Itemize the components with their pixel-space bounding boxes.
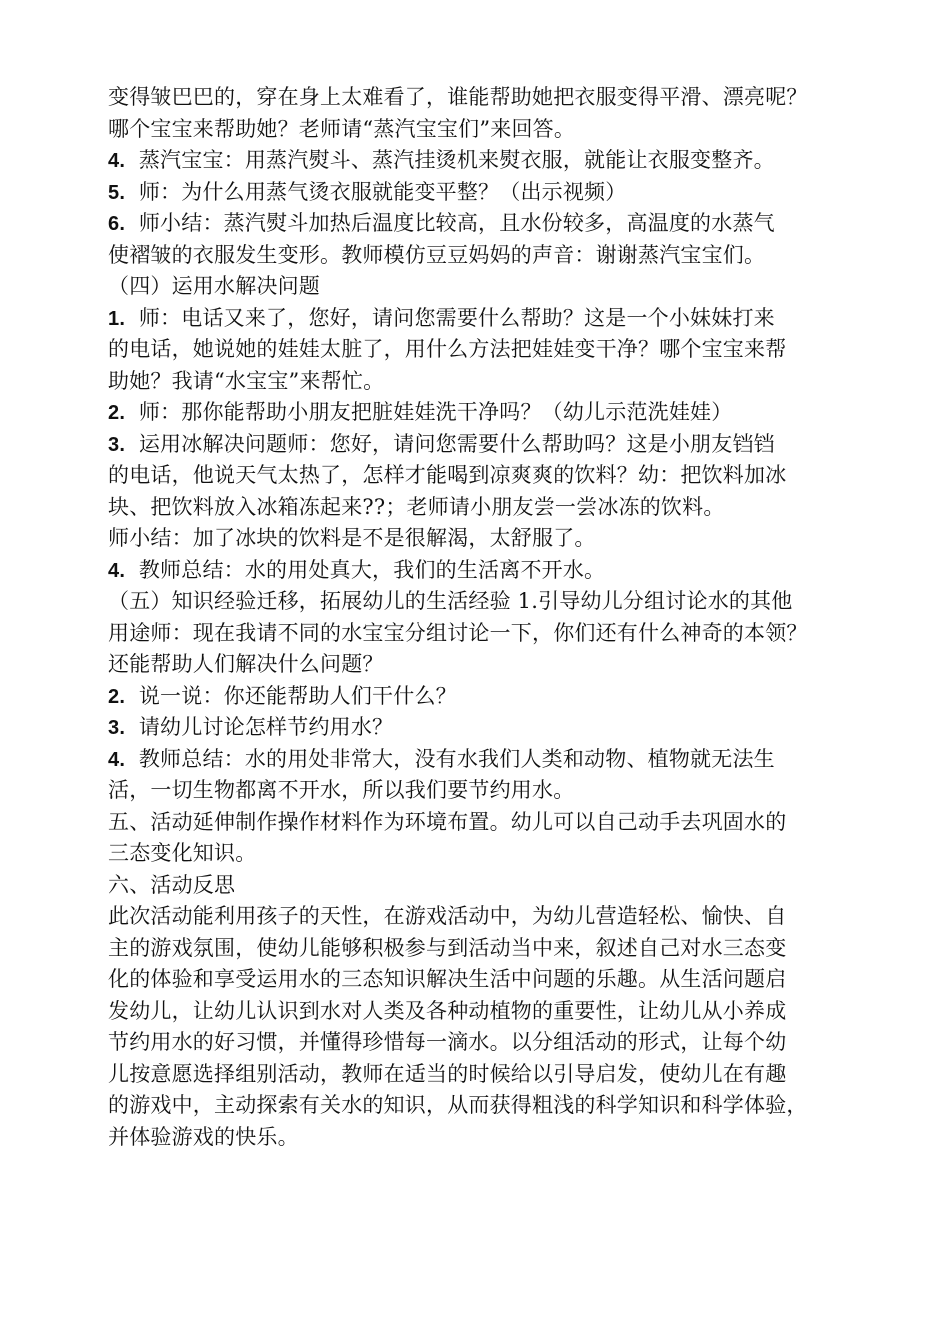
line-text: 的电话，她说她的娃娃太脏了，用什么方法把娃娃变干净？哪个宝宝来帮 xyxy=(108,337,787,361)
list-number: 4. xyxy=(108,150,126,172)
text-line xyxy=(108,775,868,807)
list-number: 2. xyxy=(108,685,126,708)
text-line xyxy=(108,618,868,650)
list-number: 3. xyxy=(108,717,126,739)
text-line xyxy=(108,397,868,429)
text-line xyxy=(108,901,868,933)
list-number: 5. xyxy=(108,181,126,204)
text-line xyxy=(108,996,868,1028)
text-line xyxy=(108,114,868,146)
line-text: 教师总结：水的用处真大，我们的生活离不开水。 xyxy=(138,557,606,582)
line-text: 师：电话又来了，您好，请问您需要什么帮助？这是一个小妹妹打来 xyxy=(138,305,775,330)
line-text: 并体验游戏的快乐。 xyxy=(108,1124,299,1149)
text-line xyxy=(108,82,868,114)
line-text: 使褶皱的衣服发生变形。教师模仿豆豆妈妈的声音：谢谢蒸汽宝宝们。 xyxy=(108,242,766,267)
line-text: 请幼儿讨论怎样节约用水？ xyxy=(138,715,394,739)
line-text: 主的游戏氛围，使幼儿能够积极参与到活动当中来，叙述自己对水三态变 xyxy=(108,935,787,960)
line-text: 六、活动反思 xyxy=(108,872,236,897)
text-line xyxy=(108,492,868,524)
text-line xyxy=(108,145,868,177)
line-text: 三态变化知识。 xyxy=(108,841,257,865)
line-text: 块、把饮料放入冰箱冻起来??；老师请小朋友尝一尝冰冻的饮料。 xyxy=(108,494,725,519)
line-text: （四）运用水解决问题 xyxy=(108,274,320,298)
list-number: 2. xyxy=(108,402,126,424)
text-line xyxy=(108,1059,868,1091)
line-text: 教师总结：水的用处非常大，没有水我们人类和动物、植物就无法生 xyxy=(138,746,775,771)
line-text: 还能帮助人们解决什么问题？ xyxy=(108,652,384,676)
line-text: 五、活动延伸制作操作材料作为环境布置。幼儿可以自己动手去巩固水的 xyxy=(108,809,787,834)
list-number: 1. xyxy=(108,307,126,330)
text-line xyxy=(108,933,868,965)
text-line xyxy=(108,681,868,713)
text-line xyxy=(108,1027,868,1059)
text-line xyxy=(108,334,868,366)
list-number: 4. xyxy=(108,559,126,582)
line-text: 运用冰解决问题师：您好，请问您需要什么帮助吗？这是小朋友铛铛 xyxy=(138,431,775,456)
line-text: 的电话，他说天气太热了，怎样才能喝到凉爽爽的饮料？幼：把饮料加冰 xyxy=(108,463,787,487)
text-line xyxy=(108,177,868,209)
text-line xyxy=(108,303,868,335)
line-text: 师：为什么用蒸气烫衣服就能变平整？（出示视频） xyxy=(138,179,627,204)
line-text: 化的体验和享受运用水的三态知识解决生活中问题的乐趣。从生活问题启 xyxy=(108,967,787,991)
text-line xyxy=(108,712,868,744)
line-text: 用途师：现在我请不同的水宝宝分组讨论一下，你们还有什么神奇的本领？ xyxy=(108,620,808,645)
line-text: 师：那你能帮助小朋友把脏娃娃洗干净吗？（幼儿示范洗娃娃） xyxy=(138,400,733,424)
line-text: 助她？我请“水宝宝”来帮忙。 xyxy=(108,368,385,393)
list-number: 4. xyxy=(108,748,126,771)
line-text: 师小结：蒸汽熨斗加热后温度比较高，且水份较多，高温度的水蒸气 xyxy=(138,211,775,235)
line-text: 发幼儿，让幼儿认识到水对人类及各种动植物的重要性，让幼儿从小养成 xyxy=(108,998,787,1023)
text-line xyxy=(108,208,868,240)
text-line xyxy=(108,523,868,555)
text-line xyxy=(108,1090,868,1122)
text-line xyxy=(108,555,868,587)
line-text: 节约用水的好习惯，并懂得珍惜每一滴水。以分组活动的形式，让每个幼 xyxy=(108,1030,787,1054)
list-number: 3. xyxy=(108,433,126,456)
text-line xyxy=(108,429,868,461)
text-line xyxy=(108,1122,868,1154)
text-line xyxy=(108,271,868,303)
line-text: 说一说：你还能帮助人们干什么？ xyxy=(138,683,457,708)
line-text: 活，一切生物都离不开水，所以我们要节约用水。 xyxy=(108,778,575,802)
line-text: 哪个宝宝来帮助她？老师请“蒸汽宝宝们”来回答。 xyxy=(108,116,576,141)
text-line xyxy=(108,586,868,618)
text-line xyxy=(108,870,868,902)
line-text: 师小结：加了冰块的饮料是不是很解渴，太舒服了。 xyxy=(108,526,596,550)
line-text: （五）知识经验迁移，拓展幼儿的生活经验 1.引导幼儿分组讨论水的其他 xyxy=(108,589,793,613)
line-text: 蒸汽宝宝：用蒸汽熨斗、蒸汽挂烫机来熨衣服，就能让衣服变整齐。 xyxy=(138,148,775,172)
list-number: 6. xyxy=(108,213,126,235)
text-line xyxy=(108,807,868,839)
text-line xyxy=(108,460,868,492)
text-line xyxy=(108,649,868,681)
line-text: 儿按意愿选择组别活动，教师在适当的时候给以引导启发，使幼儿在有趣 xyxy=(108,1061,787,1086)
text-line xyxy=(108,240,868,272)
document-page xyxy=(108,82,868,1153)
line-text: 变得皱巴巴的，穿在身上太难看了，谁能帮助她把衣服变得平滑、漂亮呢？ xyxy=(108,85,808,109)
text-line xyxy=(108,744,868,776)
text-line xyxy=(108,964,868,996)
text-line xyxy=(108,366,868,398)
line-text: 的游戏中，主动探索有关水的知识，从而获得粗浅的科学知识和科学体验， xyxy=(108,1093,808,1117)
line-text: 此次活动能利用孩子的天性，在游戏活动中，为幼儿营造轻松、愉快、自 xyxy=(108,904,787,928)
text-line xyxy=(108,838,868,870)
